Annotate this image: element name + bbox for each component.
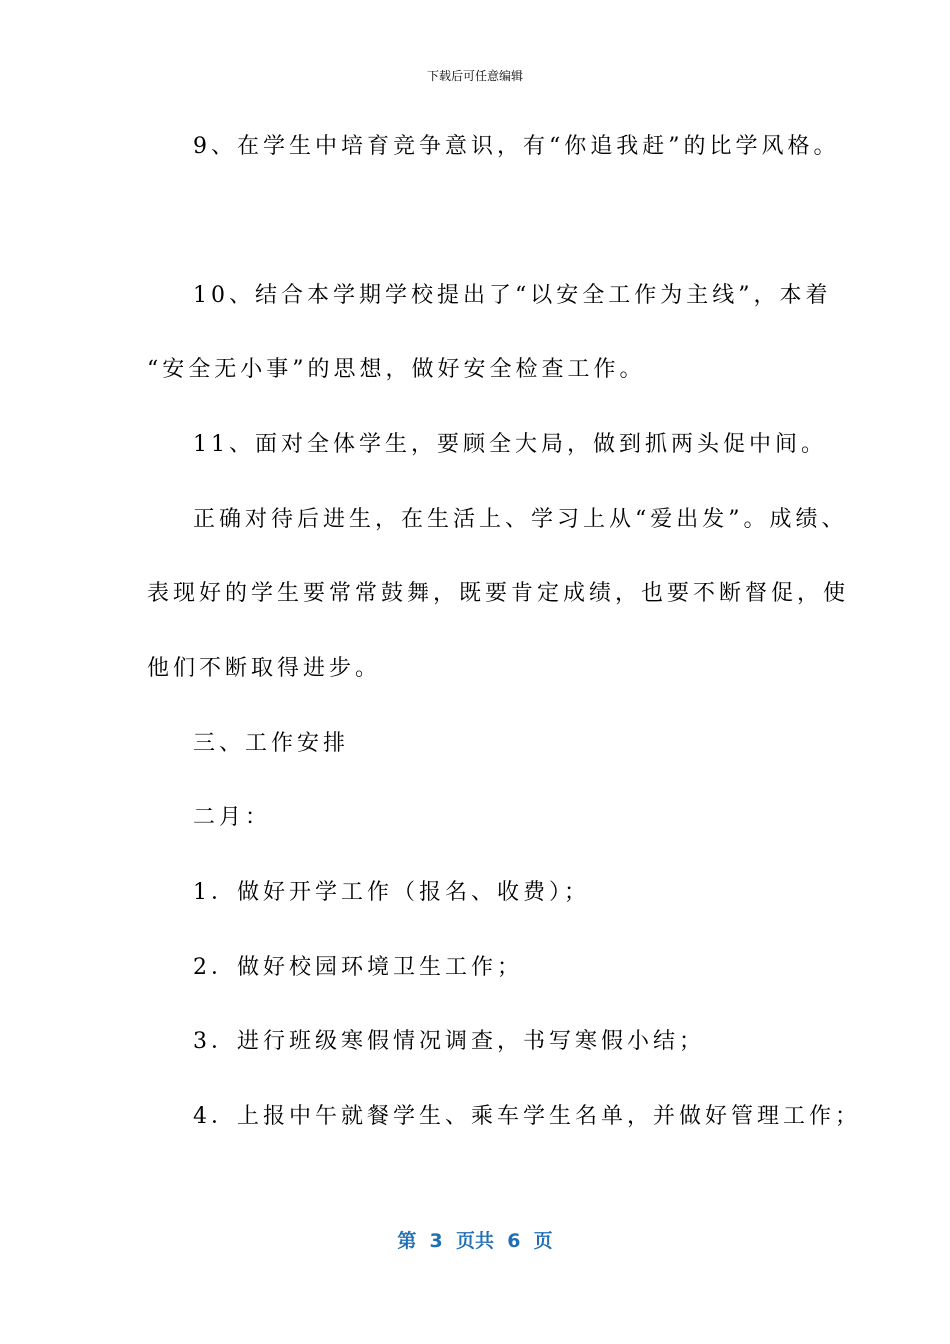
page-number-footer: 第 3 页共 6 页	[397, 1230, 553, 1252]
list-item-1: 1．做好开学工作（报名、收费）；	[193, 880, 590, 905]
paragraph-lagging-students-line1: 正确对待后进生，在生活上、学习上从“爱出发”。成绩、	[193, 507, 848, 532]
paragraph-item-9: 9、在学生中培育竞争意识，有“你追我赶”的比学风格。	[193, 134, 840, 159]
month-heading-february: 二月：	[193, 805, 272, 830]
paragraph-item-10-line2: “安全无小事”的思想，做好安全检查工作。	[147, 357, 646, 382]
list-item-4: 4．上报中午就餐学生、乘车学生名单，并做好管理工作；	[193, 1104, 861, 1129]
list-item-3: 3．进行班级寒假情况调查，书写寒假小结；	[193, 1029, 705, 1054]
section-heading-work-arrangement: 三、工作安排	[193, 731, 350, 756]
page-header: 下载后可任意编辑	[426, 69, 523, 83]
list-item-2: 2．做好校园环境卫生工作；	[193, 955, 523, 980]
paragraph-lagging-students-line2: 表现好的学生要常常鼓舞，既要肯定成绩，也要不断督促，使	[147, 581, 850, 606]
paragraph-item-10-line1: 10、结合本学期学校提出了“以安全工作为主线”，本着	[193, 283, 832, 308]
paragraph-item-11: 11、面对全体学生，要顾全大局，做到抓两头促中间。	[193, 432, 827, 457]
paragraph-lagging-students-line3: 他们不断取得进步。	[147, 656, 382, 681]
